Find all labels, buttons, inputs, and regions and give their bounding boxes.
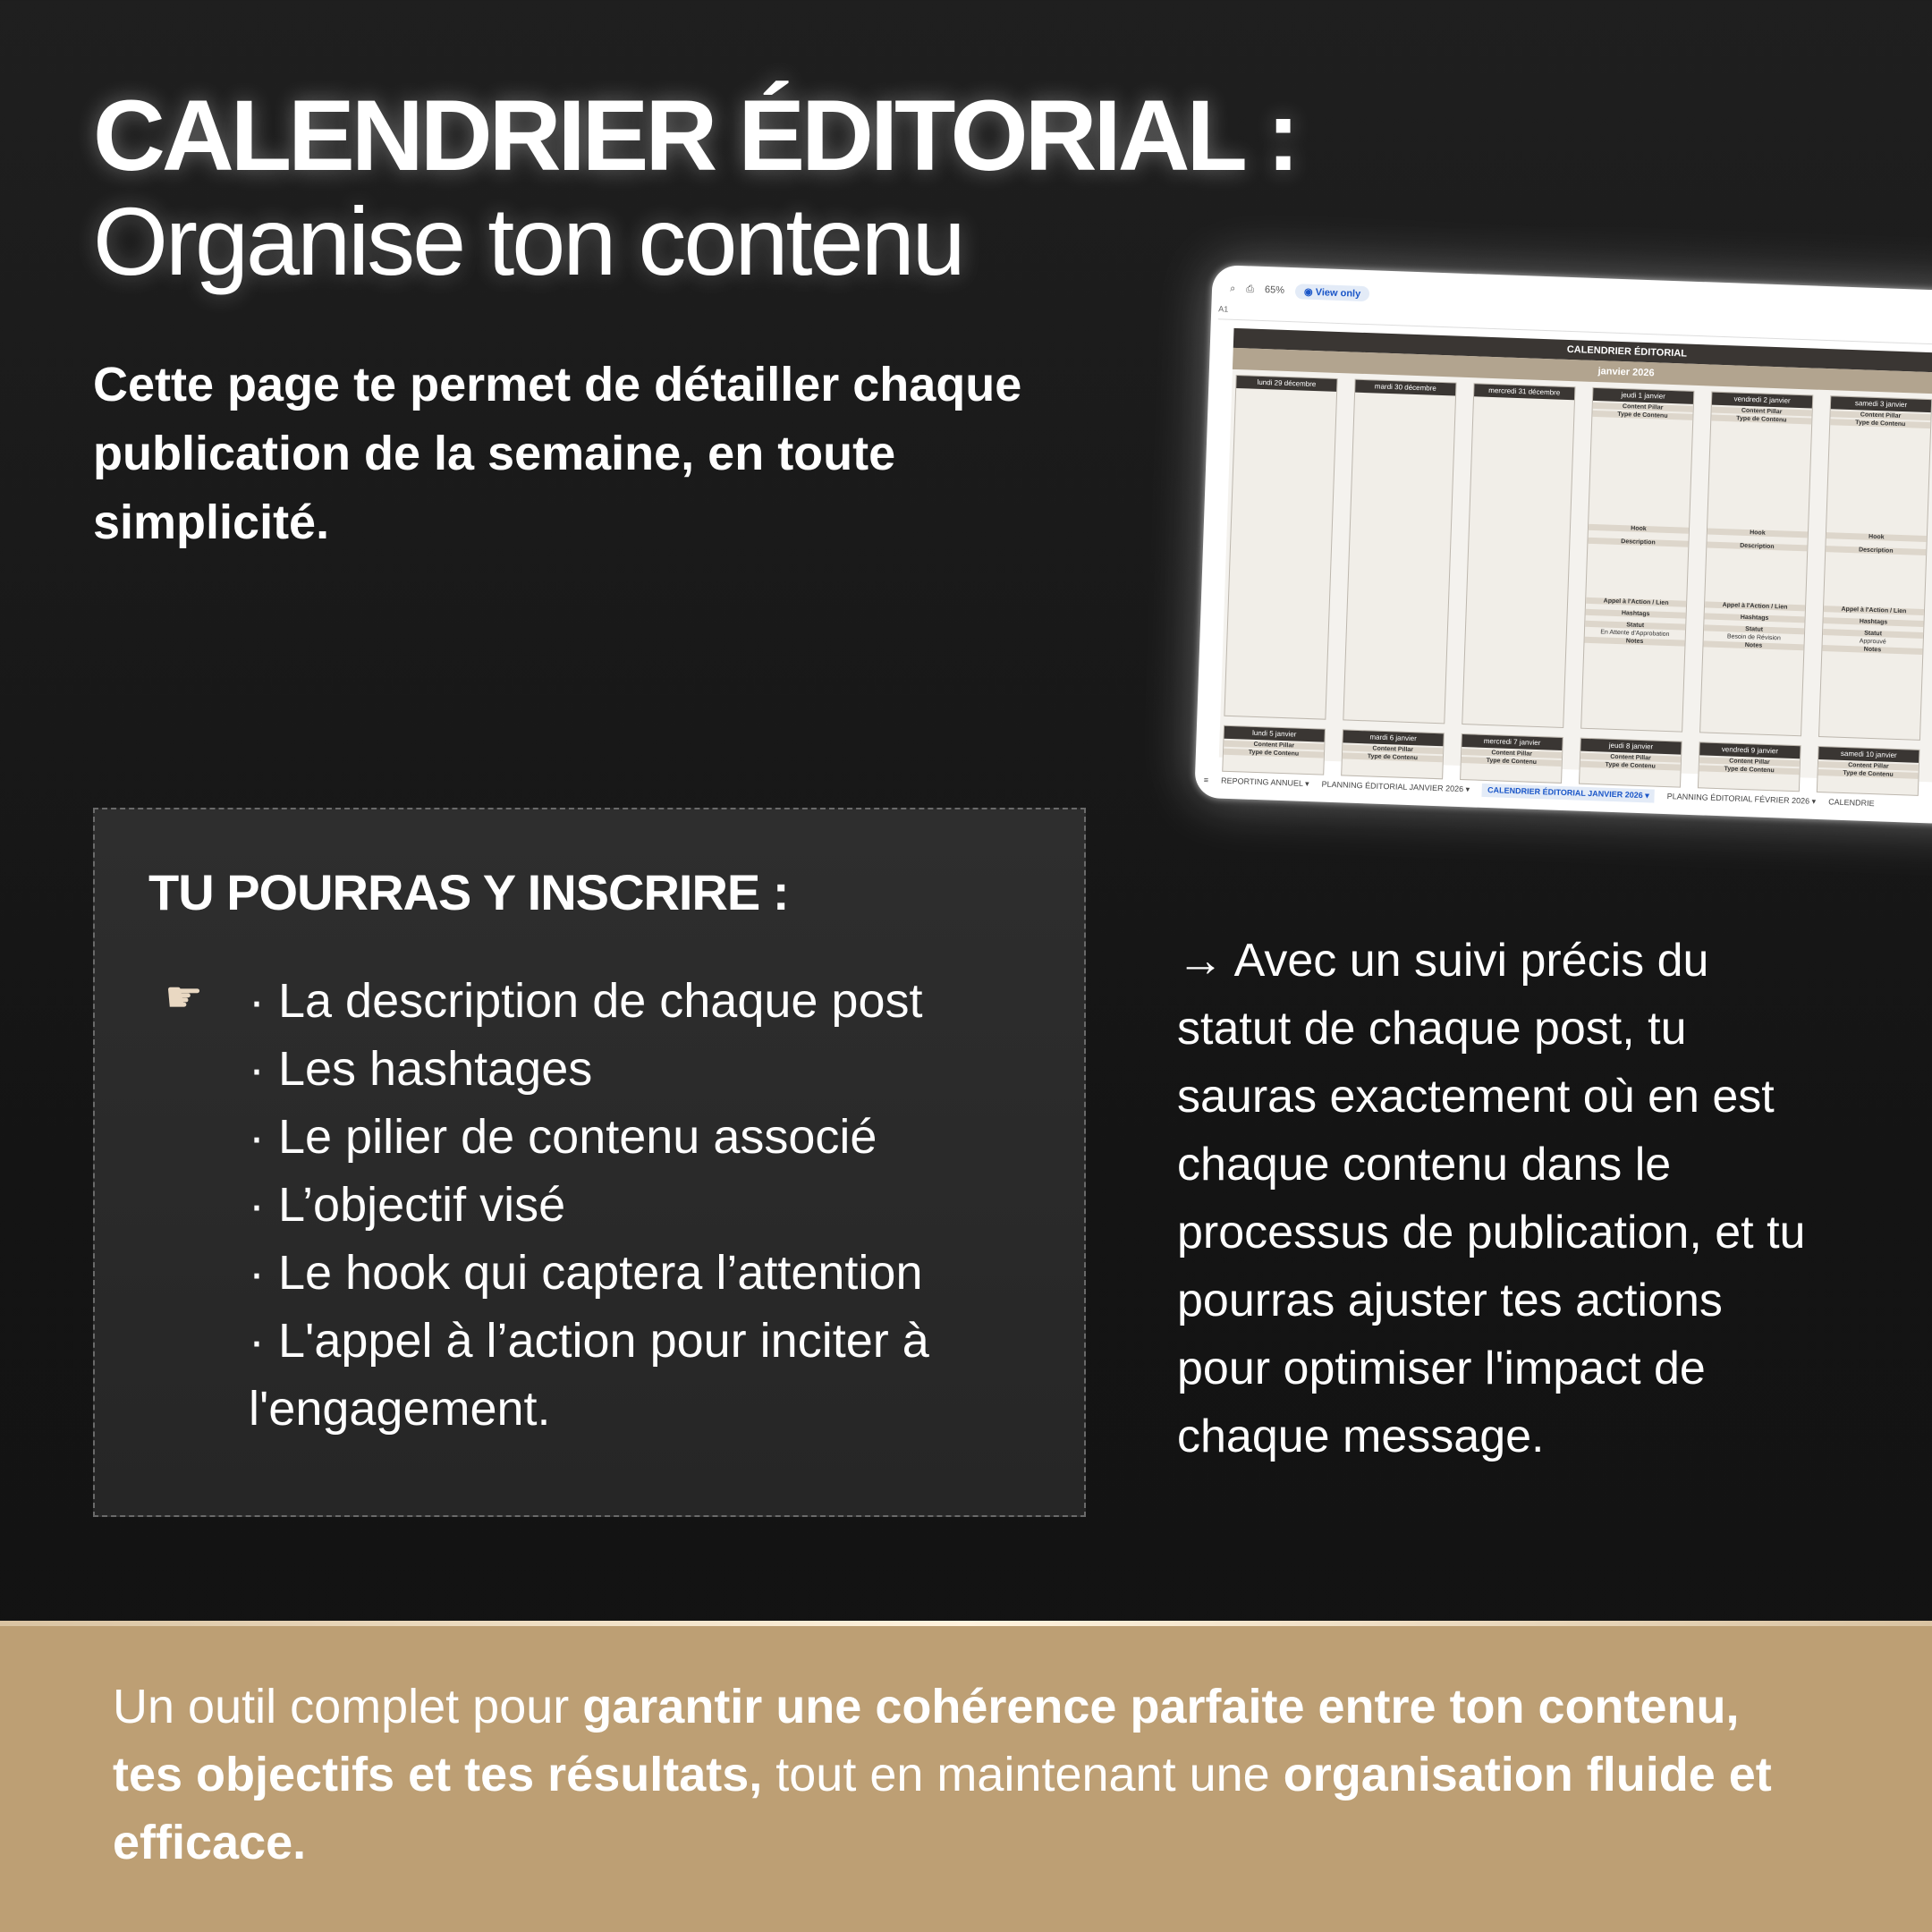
field-label: Description	[1707, 541, 1807, 551]
eye-icon: ◉	[1303, 286, 1313, 298]
pointing-hand-icon: ☛	[165, 974, 204, 1021]
list-item: · L'appel à l’action pour inciter à l'engagement.	[249, 1314, 929, 1436]
day-column	[1580, 387, 1694, 733]
field-label: Content Pillar	[1712, 407, 1812, 417]
menu-icon[interactable]: ≡	[1203, 775, 1209, 785]
field-label: Appel à l'Action / Lien	[1586, 597, 1686, 607]
day-column	[1462, 383, 1575, 728]
day-header: lundi 5 janvier	[1224, 726, 1325, 742]
sheet-tab[interactable]: PLANNING ÉDITORIAL FÉVRIER 2026 ▾	[1666, 791, 1817, 806]
field-label: Hook	[1826, 532, 1927, 542]
day-column	[1460, 733, 1563, 784]
week-1	[1220, 375, 1932, 750]
day-header: lundi 29 décembre	[1236, 376, 1336, 392]
field-label: Type de Contenu	[1224, 749, 1324, 758]
field-label: Content Pillar	[1343, 744, 1443, 754]
sheet-tab[interactable]: CALENDRIE	[1827, 797, 1875, 809]
day-header: vendredi 9 janvier	[1699, 742, 1800, 758]
field-label: Type de Contenu	[1592, 411, 1692, 420]
field-label: Content Pillar	[1580, 753, 1681, 763]
day-column	[1341, 729, 1445, 779]
day-header: mardi 30 décembre	[1355, 380, 1455, 396]
sheet-tab[interactable]: REPORTING ANNUEL ▾	[1220, 775, 1309, 788]
features-heading: TU POURRAS Y INSCRIRE :	[148, 864, 789, 920]
list-item: · La description de chaque post	[249, 974, 923, 1028]
field-label: Statut	[1704, 624, 1804, 634]
list-item: · Le pilier de contenu associé	[249, 1110, 877, 1164]
sheet-title: CALENDRIER ÉDITORIAL	[1233, 328, 1932, 376]
day-header: samedi 3 janvier	[1831, 396, 1931, 412]
field-label: Type de Contenu	[1699, 765, 1800, 775]
cell-ref: A1	[1218, 304, 1229, 314]
field-label: Content Pillar	[1699, 757, 1800, 767]
field-label: Hashtags	[1823, 617, 1923, 627]
intro-text: Cette page te permet de détailler chaque publication de la semaine, en toute simplicité.	[93, 358, 1022, 549]
status-tracking-text: → Avec un suivi précis du statut de chaque post, tu sauras exactement où en est chaque contenu dans le processus de publication, et tu pourras ajuster tes actions pour optimiser l'impact de chaque message.	[1177, 935, 1806, 1462]
field-label: Type de Contenu	[1830, 419, 1930, 428]
field-label: Appel à l'Action / Lien	[1824, 606, 1924, 615]
day-header: jeudi 8 janvier	[1580, 739, 1681, 755]
field-label: Hook	[1589, 524, 1689, 534]
list-item: · Les hashtages	[249, 1042, 593, 1096]
features-box	[93, 808, 1086, 1517]
day-column	[1343, 379, 1456, 724]
field-label: Content Pillar	[1224, 741, 1324, 750]
spreadsheet-preview	[1194, 265, 1932, 826]
field-label: Statut	[1823, 629, 1923, 639]
day-column	[1817, 746, 1920, 796]
field-label: Type de Contenu	[1462, 757, 1562, 767]
search-icon[interactable]: ⌕	[1229, 283, 1236, 294]
day-column	[1579, 738, 1682, 788]
footer-text: Un outil complet pour garantir une cohérence parfaite entre ton contenu, tes objectifs et tes résultats, tout en maintenant une organisation fluide et efficace.	[113, 1680, 1772, 1869]
day-column	[1222, 725, 1326, 775]
field-label: Statut	[1585, 621, 1685, 631]
status-value: Approuvé	[1859, 638, 1886, 646]
print-icon[interactable]: ⎙	[1246, 283, 1255, 295]
field-label: Type de Contenu	[1580, 761, 1681, 771]
field-label: Appel à l'Action / Lien	[1705, 601, 1805, 611]
sheet-tab[interactable]: PLANNING ÉDITORIAL JANVIER 2026 ▾	[1321, 779, 1470, 793]
day-header: mercredi 7 janvier	[1462, 734, 1562, 750]
day-column	[1224, 375, 1337, 720]
field-label: Notes	[1703, 640, 1803, 650]
sheet-grid	[1219, 328, 1932, 784]
day-header: vendredi 2 janvier	[1712, 393, 1812, 409]
field-label: Content Pillar	[1818, 761, 1919, 771]
field-label: Type de Contenu	[1818, 769, 1918, 779]
view-only-badge: ◉ View only	[1295, 284, 1370, 301]
list-item: · L’objectif visé	[249, 1178, 566, 1232]
status-value: Besoin de Révision	[1726, 633, 1781, 642]
list-item: · Le hook qui captera l’attention	[249, 1246, 923, 1300]
day-column	[1698, 741, 1801, 792]
sheet-month: janvier 2026	[1233, 348, 1932, 397]
field-label: Notes	[1822, 645, 1922, 655]
features-list	[249, 967, 1054, 1443]
field-label: Hashtags	[1586, 609, 1686, 619]
title-line2: Organise ton contenu	[93, 187, 963, 295]
sheet-tab[interactable]: CALENDRIER ÉDITORIAL JANVIER 2026 ▾	[1482, 783, 1655, 802]
page-title	[93, 80, 1297, 295]
field-label: Type de Contenu	[1711, 415, 1811, 425]
field-label: Hook	[1707, 528, 1808, 538]
day-header: mardi 6 janvier	[1343, 730, 1443, 746]
field-label: Content Pillar	[1462, 749, 1562, 758]
field-label: Description	[1826, 546, 1926, 555]
day-column	[1818, 395, 1932, 741]
spreadsheet-toolbar	[1230, 278, 1370, 304]
field-label: Content Pillar	[1593, 402, 1693, 412]
status-value: En Attente d'Approbation	[1600, 629, 1670, 639]
footer-band	[0, 1621, 1932, 1932]
field-label: Hashtags	[1704, 613, 1804, 623]
field-label: Notes	[1584, 637, 1684, 647]
field-label: Content Pillar	[1830, 411, 1930, 420]
field-label: Description	[1588, 538, 1688, 547]
title-line1: CALENDRIER ÉDITORIAL :	[93, 80, 1297, 191]
zoom-select[interactable]: 65%	[1264, 284, 1285, 296]
day-column	[1699, 392, 1813, 737]
day-header: jeudi 1 janvier	[1593, 388, 1693, 404]
day-header: samedi 10 janvier	[1818, 747, 1919, 763]
field-label: Type de Contenu	[1343, 752, 1443, 762]
day-header: mercredi 31 décembre	[1474, 384, 1574, 400]
